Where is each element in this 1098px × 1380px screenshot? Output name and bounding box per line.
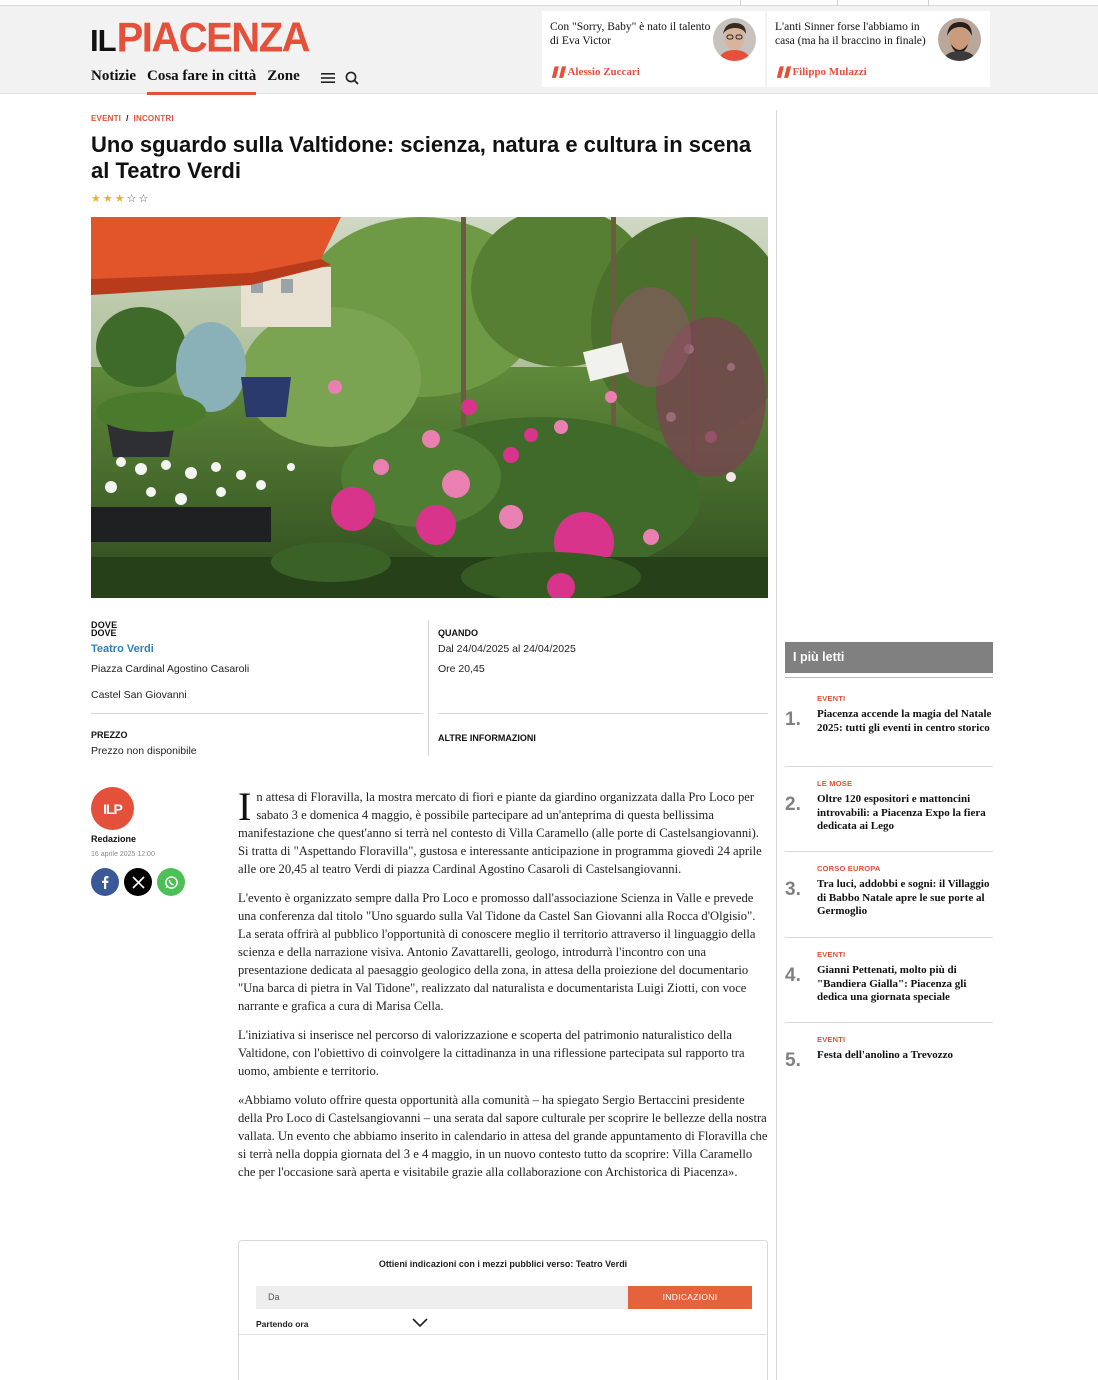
rank-number: 4. bbox=[785, 965, 801, 986]
site-header bbox=[0, 6, 1098, 94]
quando-label: QUANDO bbox=[438, 628, 478, 638]
rank-number: 3. bbox=[785, 879, 801, 900]
logo-prefix: IL bbox=[90, 23, 116, 58]
promo-card[interactable] bbox=[542, 11, 765, 87]
star-icon[interactable]: ☆ bbox=[138, 193, 149, 205]
site-logo[interactable] bbox=[90, 14, 310, 62]
prezzo-label: PREZZO bbox=[91, 730, 128, 740]
chevron-down-icon bbox=[412, 1318, 428, 1329]
item-category[interactable]: LE MOSE bbox=[817, 779, 853, 788]
share-buttons bbox=[91, 868, 185, 896]
author-name[interactable]: Redazione bbox=[91, 834, 137, 844]
quote-icon: ❚❚ bbox=[775, 66, 790, 78]
search-icon[interactable] bbox=[345, 71, 359, 85]
nav-item-zone[interactable]: Zone bbox=[267, 68, 300, 84]
item-category[interactable]: CORSO EUROPA bbox=[817, 864, 881, 873]
item-category[interactable]: EVENTI bbox=[817, 1035, 846, 1044]
nav-item-notizie[interactable]: Notizie bbox=[91, 68, 136, 84]
item-divider bbox=[785, 937, 993, 938]
transit-directions-widget bbox=[238, 1240, 768, 1380]
widget-divider bbox=[239, 1334, 767, 1335]
dove-label: DOVE bbox=[91, 620, 118, 630]
paragraph-text: n attesa di Floravilla, la mostra mercato di fiori e piante da giardino organizzata dalla Pro Loco per sabato 3 e domenica 4 maggio, è possibile partecipare ad un'anteprima di questa bellissima manifestazione che quest'anno si terrà nel contesto di Villa Caramello (alle porte di Castelsangiovanni). Si tratta di "Aspettando Floravilla", gustosa e interessante anticipazione in programma giovedì 24 aprile alle ore 20,45 al teatro Verdi di piazza Cardinal Agostino Casaroli di Castelsangiovanni. bbox=[238, 790, 762, 876]
star-icon[interactable]: ★ bbox=[102, 193, 113, 205]
main-nav bbox=[91, 68, 369, 91]
info-rule bbox=[91, 713, 423, 714]
avatar-text: ILP bbox=[103, 800, 122, 817]
quote-icon: ❚❚ bbox=[550, 66, 565, 78]
promo-author-avatar bbox=[938, 18, 981, 61]
info-rule bbox=[438, 713, 768, 714]
paragraph: «Abbiamo voluto offrire questa opportunità alla comunità – ha spiegato Sergio Bertaccini presidente della Pro Loco di Castelsangiovanni – una serata dal sapore culturale per scoprire le bellezze della nostra vallata. Un evento che abbiamo inserito in calendario in attesa del grande appuntamento di Floravilla che si terrà nella doppia giornata del 3 e 4 maggio, in un nuovo contesto tutto da scoprire: Villa Caramello che per l'occasione sarà aperta e visitabile grazie alla collaborazione con Archistorica di Piacenza». bbox=[238, 1093, 768, 1179]
paragraph: L'evento è organizzato sempre dalla Pro Loco e promosso dall'associazione Scienza in Valle e prevede una conferenza dal titolo "Uno sguardo sulla Val Tidone da Castel San Giovanni alla Rocca d'Olgisio". La serata offrirà al pubblico l'opportunità di conoscere meglio il territorio attraverso il linguaggio della scienza e della narrazione visiva. Antonio Zavattarelli, geologo, introdurrà l'incontro con una presentazione dedicata al paesaggio geologico della zona, in attesa della proiezione del documentario "Una barca di pietra in Val Tidone", realizzato dal naturalista e documentarista Luigi Ziotti, con voce narrante e grafica a cura di Marisa Cella. bbox=[238, 891, 756, 1013]
departure-select[interactable] bbox=[256, 1318, 428, 1329]
promo-author-name: Alessio Zuccari bbox=[567, 65, 640, 78]
venue-link[interactable]: Teatro Verdi bbox=[91, 643, 154, 655]
sidebar-divider bbox=[776, 110, 777, 1380]
item-headline[interactable]: Piacenza accende la magia del Natale 2025: tutti gli eventi in centro storico bbox=[817, 708, 992, 734]
x-icon[interactable] bbox=[124, 868, 152, 896]
origin-input[interactable]: Da bbox=[256, 1286, 628, 1309]
promo-author-avatar bbox=[713, 18, 756, 61]
promo-author-name: Filippo Mulazzi bbox=[792, 65, 867, 78]
nav-item-cosa-fare[interactable]: Cosa fare in città bbox=[147, 68, 256, 91]
promo-title[interactable]: Con "Sorry, Baby" è nato il talento di Eva Victor bbox=[550, 21, 711, 47]
paragraph: L'iniziativa si inserisce nel percorso di valorizzazione e scoperta del patrimonio naturalistico della Valtidone, con l'obiettivo di coinvolgere la cittadinanza in una riflessione partecipata sul rapporto tra uomo, ambiente e territorio. bbox=[238, 1028, 745, 1078]
item-divider bbox=[785, 1022, 993, 1023]
venue-city: Castel San Giovanni bbox=[91, 689, 187, 701]
directions-button[interactable]: INDICAZIONI bbox=[628, 1286, 752, 1309]
altre-info-label[interactable]: ALTRE INFORMAZIONI bbox=[438, 733, 536, 743]
breadcrumb-separator: / bbox=[126, 114, 129, 123]
price-value: Prezzo non disponibile bbox=[91, 745, 197, 757]
item-headline[interactable]: Festa dell'anolino a Trevozzo bbox=[817, 1049, 953, 1061]
star-icon[interactable]: ☆ bbox=[126, 193, 137, 205]
item-category[interactable]: EVENTI bbox=[817, 950, 846, 959]
publish-date: 16 aprile 2025 12:00 bbox=[91, 851, 155, 858]
promo-author bbox=[550, 65, 640, 78]
star-icon[interactable]: ★ bbox=[114, 193, 125, 205]
breadcrumb-incontri[interactable]: INCONTRI bbox=[133, 114, 174, 123]
author-avatar bbox=[91, 787, 134, 830]
item-category[interactable]: EVENTI bbox=[817, 694, 846, 703]
article-body bbox=[238, 784, 769, 1192]
dove-label: DOVE bbox=[91, 628, 117, 638]
departure-label: Partendo ora bbox=[256, 1318, 309, 1329]
facebook-icon[interactable] bbox=[91, 868, 119, 896]
promo-card[interactable] bbox=[767, 11, 990, 87]
breadcrumb bbox=[91, 114, 174, 123]
most-read-header: I più letti bbox=[785, 642, 993, 673]
rating-stars[interactable] bbox=[91, 193, 148, 205]
event-time: Ore 20,45 bbox=[438, 663, 485, 675]
promo-author bbox=[775, 65, 867, 78]
directions-title: Ottieni indicazioni con i mezzi pubblici verso: Teatro Verdi bbox=[378, 1259, 628, 1269]
rank-number: 2. bbox=[785, 794, 801, 815]
rank-number: 1. bbox=[785, 709, 801, 730]
whatsapp-icon[interactable] bbox=[157, 868, 185, 896]
info-divider bbox=[428, 620, 429, 756]
logo-name: PIACENZA bbox=[116, 14, 310, 62]
item-headline[interactable]: Gianni Pettenati, molto più di "Bandiera Gialla": Piacenza gli dedica una giornata speciale bbox=[817, 964, 967, 1003]
breadcrumb-eventi[interactable]: EVENTI bbox=[91, 114, 122, 123]
venue-address: Piazza Cardinal Agostino Casaroli bbox=[91, 663, 250, 675]
most-read-rule bbox=[785, 677, 993, 678]
article-title: Uno sguardo sulla Valtidone: scienza, natura e cultura in scena al Teatro Verdi bbox=[91, 132, 752, 183]
star-icon[interactable]: ★ bbox=[91, 193, 101, 205]
paragraph bbox=[238, 784, 769, 878]
rank-number: 5. bbox=[785, 1050, 801, 1071]
item-divider bbox=[785, 851, 993, 852]
promo-title[interactable]: L'anti Sinner forse l'abbiamo in casa (ma ha il braccino in finale) bbox=[775, 21, 926, 47]
hero-image bbox=[91, 217, 768, 598]
item-headline[interactable]: Tra luci, addobbi e sogni: il Villaggio di Babbo Natale apre le sue porte al Germoglio bbox=[817, 878, 990, 917]
item-headline[interactable]: Oltre 120 espositori e mattoncini introvabili: a Piacenza Expo la fiera dedicata ai Lego bbox=[817, 793, 986, 832]
event-dates: Dal 24/04/2025 al 24/04/2025 bbox=[438, 643, 576, 655]
dropcap: I bbox=[238, 784, 252, 829]
item-divider bbox=[785, 766, 993, 767]
menu-icon[interactable] bbox=[321, 71, 335, 85]
